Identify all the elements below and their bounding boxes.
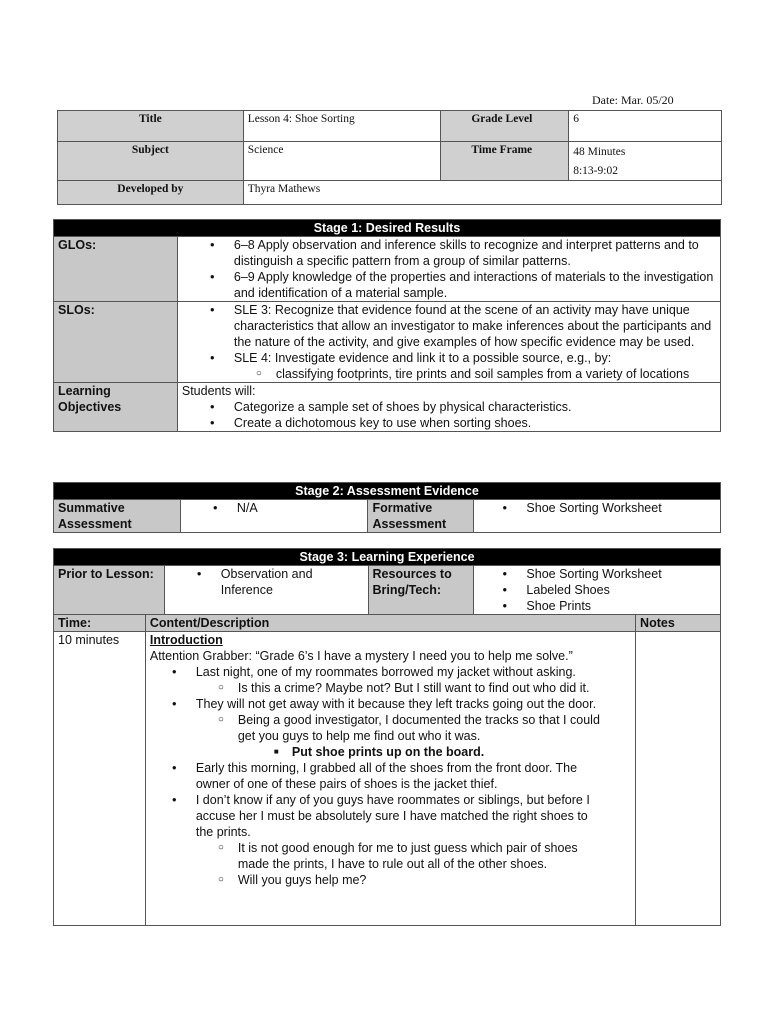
intro-bullet-text: They will not get away with it because they left tracks going out the door. xyxy=(195,697,597,711)
intro-square-bullet: ■ Put shoe prints up on the board. xyxy=(292,744,605,760)
developed-label: Developed by xyxy=(58,181,244,205)
grade-value: 6 xyxy=(569,111,722,142)
lesson-info-table xyxy=(57,110,722,205)
formative-cell xyxy=(474,500,721,533)
glo-item: ● 6–9 Apply knowledge of the properties and interactions of materials to the investigation and identification of a material sample. xyxy=(234,269,716,301)
intro-bullet xyxy=(196,696,605,760)
slos-cell xyxy=(177,302,720,383)
stage3-table xyxy=(53,548,721,926)
slo-subitem: ○ classifying footprints, tire prints and soil samples from a variety of locations xyxy=(276,366,716,382)
timeframe-clock: 8:13-9:02 xyxy=(573,165,618,177)
stage1-heading: Stage 1: Desired Results xyxy=(54,220,721,237)
timeframe-value xyxy=(569,142,722,181)
slo-item: ● SLE 3: Recognize that evidence found at the scene of an activity may have unique characteristics that allow an investigator to make inferences about the participants and the nature of the activity, and give examples of how specific evidence may be used. xyxy=(234,302,716,350)
slo-item-text: SLE 4: Investigate evidence and link it to a possible source, e.g., by: xyxy=(233,351,612,365)
objectives-label: Learning Objectives xyxy=(54,383,178,432)
intro-bullet xyxy=(196,792,605,888)
notes-header: Notes xyxy=(636,615,721,632)
stage3-heading: Stage 3: Learning Experience xyxy=(54,549,721,566)
intro-bullet-text: Last night, one of my roommates borrowed my jacket without asking. xyxy=(195,665,576,679)
intro-subbullet: ○ Will you guys help me? xyxy=(238,872,605,888)
intro-heading: Introduction xyxy=(149,633,223,647)
intro-subbullet xyxy=(238,712,605,760)
stage1-table xyxy=(53,219,721,432)
resources-cell xyxy=(474,566,721,615)
intro-bullet xyxy=(196,664,605,696)
time-header: Time: xyxy=(54,615,146,632)
intro-subbullet: ○ Is this a crime? Maybe not? But I still want to find out who did it. xyxy=(238,680,605,696)
resource-item: ● Shoe Prints xyxy=(526,598,716,614)
date-label: Date: Mar. 05/20 xyxy=(592,93,674,107)
formative-label: Formative Assessment xyxy=(368,500,474,533)
timeframe-duration: 48 Minutes xyxy=(573,146,626,158)
content-header: Content/Description xyxy=(145,615,635,632)
slos-label: SLOs: xyxy=(54,302,178,383)
objective-item: ● Categorize a sample set of shoes by physical characteristics. xyxy=(234,399,716,415)
stage2-table xyxy=(53,482,721,533)
intro-subbullet: ○ It is not good enough for me to just guess which pair of shoes made the prints, I have to rule out all of the other shoes. xyxy=(238,840,605,872)
summative-value: ● N/A xyxy=(237,500,364,516)
timeframe-label: Time Frame xyxy=(441,142,569,181)
summative-label: Summative Assessment xyxy=(54,500,181,533)
objective-item: ● Create a dichotomous key to use when sorting shoes. xyxy=(234,415,716,431)
resources-label: Resources to Bring/Tech: xyxy=(368,566,474,615)
resource-item: ● Labeled Shoes xyxy=(526,582,716,598)
glos-label: GLOs: xyxy=(54,237,178,302)
stage2-heading: Stage 2: Assessment Evidence xyxy=(54,483,721,500)
grade-label: Grade Level xyxy=(441,111,569,142)
slo-item xyxy=(234,350,716,382)
subject-label: Subject xyxy=(58,142,244,181)
summative-cell xyxy=(180,500,368,533)
prior-value: ● Observation and Inference xyxy=(221,566,364,598)
row-time: 10 minutes xyxy=(54,632,146,926)
objectives-cell xyxy=(177,383,720,432)
attention-grabber: Attention Grabber: “Grade 6’s I have a mystery I need you to help me solve.” xyxy=(149,649,573,663)
developed-value: Thyra Mathews xyxy=(243,181,721,205)
prior-cell xyxy=(164,566,368,615)
intro-bullet-text: I don’t know if any of you guys have roommates or siblings, but before I accuse her I must be absolutely sure I have matched the right shoes to the prints. xyxy=(195,793,590,839)
objectives-intro: Students will: xyxy=(181,384,256,398)
intro-bullet: ● Early this morning, I grabbed all of the shoes from the front door. The owner of one of these pairs of shoes is the jacket thief. xyxy=(196,760,605,792)
title-label: Title xyxy=(58,111,244,142)
formative-value: ● Shoe Sorting Worksheet xyxy=(526,500,716,516)
subject-value: Science xyxy=(243,142,441,181)
resource-item: ● Shoe Sorting Worksheet xyxy=(526,566,716,582)
glo-item: ● 6–8 Apply observation and inference skills to recognize and interpret patterns and to distinguish a specific pattern from a group of similar patterns. xyxy=(234,237,716,269)
title-value: Lesson 4: Shoe Sorting xyxy=(243,111,441,142)
glos-cell xyxy=(177,237,720,302)
prior-label: Prior to Lesson: xyxy=(54,566,165,615)
content-cell xyxy=(145,632,635,926)
notes-cell xyxy=(636,632,721,926)
intro-subbullet-text: Being a good investigator, I documented the tracks so that I could get you guys to help me find out who it was. xyxy=(237,713,600,743)
